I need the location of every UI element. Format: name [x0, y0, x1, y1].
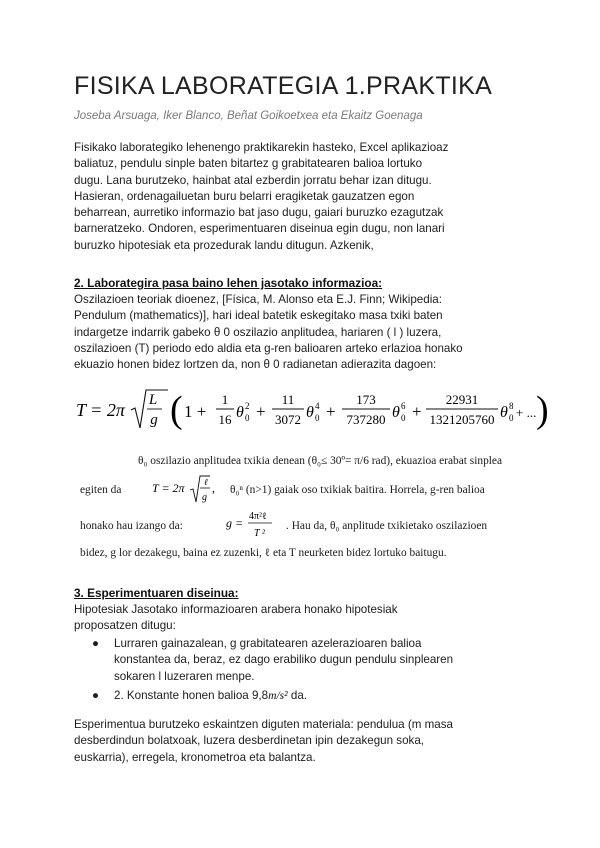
close-paren: ) [536, 389, 549, 431]
text-line: Oszilazioen teoriak dioenez, [Física, M. Alonso eta E.J. Finn; Wikipedia: [74, 293, 442, 306]
section-2-paragraph [74, 292, 534, 373]
bullet-icon: ● [92, 688, 100, 702]
plus-sign: + [412, 402, 422, 421]
text-line: Hipotesiak Jasotako informazioaren arabera honako hipotesiak [74, 603, 398, 616]
term-power: 8 [509, 401, 514, 411]
theta-symbol: θ [500, 404, 508, 421]
authors: Joseba Arsuaga, Iker Blanco, Beñat Goikoetxea eta Ekaitz Goenaga [74, 110, 423, 122]
period-formula-svg [76, 384, 536, 436]
formula-text: ℓ [204, 477, 208, 487]
term-denominator: 737280 [346, 412, 386, 427]
theta-symbol: θ [392, 404, 400, 421]
series-term [272, 392, 336, 427]
text-line: Hasieran, ordenagailuetan buru belarri eragiketak gauzatzen egon [74, 189, 415, 203]
page-title: FISIKA LABORATEGIA 1.PRAKTIKA [74, 72, 493, 100]
term-denominator: 1321205760 [429, 412, 495, 427]
text-line: Pendulum (mathematics)], hari ideal batetik eskegitako masa txiki baten [74, 309, 443, 323]
text-line: barneratzeko. Ondoren, esperimentuaren diseinua egin dugu, non lanari [74, 222, 445, 236]
plus-sign: + [326, 402, 336, 421]
g-formula [226, 509, 286, 541]
hypothesis-list [74, 636, 453, 704]
section-2-heading: 2. Laborategira pasa baino lehen jasotako informazioa: [74, 276, 383, 290]
scan-text: egiten da [80, 484, 122, 496]
text-line: sokaren l luzeraren menpe. [114, 669, 255, 683]
text-line: konstantea da, beraz, ez dago erabiliko dugun pendulu sinplearen [114, 653, 454, 667]
text-line: proposatzen ditugu: [74, 619, 176, 633]
term-numerator: 22931 [445, 392, 479, 407]
formula-text: 4π²ℓ [249, 511, 267, 522]
scan-text: . Hau da, θ₀ anplitude txikietako oszilazioen [286, 520, 488, 532]
text-line: euskarria), erregela, kronometroa eta balantza. [74, 750, 316, 764]
theta-symbol: θ [236, 404, 244, 421]
materials-paragraph [74, 717, 534, 766]
bullet-tail: da. [287, 688, 308, 702]
open-paren: ( [170, 389, 183, 431]
theta-symbol: θ [306, 404, 314, 421]
close-paren-svg [536, 384, 550, 436]
formula-text: g = [226, 516, 244, 530]
term-denominator: 16 [218, 412, 232, 427]
series-term [342, 392, 422, 427]
term-denominator: 3072 [275, 412, 301, 427]
scan-line: bidez, g lor dezakegu, baina ez zuzenki, ℓ eta T neurketen bidez lortuko baitugu. [80, 547, 447, 559]
simple-period-formula [152, 474, 222, 504]
scan-line: θ₀ oszilazio anplitudea txikia denean (θ₀≤ 30º= π/6 rad), ekuazioa erabat sinplea [138, 455, 503, 467]
formula-tail: + ... [516, 405, 536, 420]
unit: m/s² [268, 688, 288, 702]
formula-one: 1 + [184, 402, 207, 421]
formula-text: T ² [254, 528, 265, 539]
formula-text: , [212, 481, 215, 495]
bullet-text: 2. Konstante honen balioa 9,8 [114, 688, 269, 702]
root-denominator: g [150, 412, 158, 428]
term-power: 2 [245, 401, 250, 411]
theta-subscript: 0 [245, 413, 250, 423]
text-line: desberdindun bolatxoak, luzera desberdinetan ipin dezakegun soka, [74, 734, 424, 748]
text-line [114, 688, 453, 704]
text-line: oszilazioen (T) periodo edo aldia eta g-ren balioaren arteko erlazioa honako [74, 341, 463, 355]
bullet-icon: ● [92, 637, 100, 650]
text-line: Fisikako laborategiko lehenengo praktikarekin hasteko, Excel aplikazioaz [74, 141, 449, 154]
text-line: beharrean, aurretiko informazio bat jaso dugu, gaiari buruzko ezagutzak [74, 206, 444, 220]
plus-sign: + [256, 402, 266, 421]
list-item [74, 688, 453, 704]
formula-lhs: T = 2π [76, 400, 125, 420]
term-power: 4 [315, 401, 320, 411]
term-power: 6 [401, 401, 406, 411]
series-term [216, 392, 266, 427]
formula-text: T = 2π [152, 481, 185, 495]
theta-subscript: 0 [315, 413, 320, 423]
root-numerator: L [148, 392, 158, 408]
text-line: ekuazio honen bidez lortzen da, non θ 0 radianetan adierazita dagoen: [74, 358, 437, 372]
theta-subscript: 0 [509, 413, 514, 423]
text-line: indargetze indarrik gabeko θ 0 oszilazio anplitudea, hariaren ( l ) luzera, [74, 325, 442, 339]
scan-line-2 [80, 477, 485, 503]
scan-text: θ₀ⁿ (n>1) gaiak oso txikiak baitira. Horrela, g-ren balioa [230, 484, 485, 496]
term-numerator: 11 [281, 392, 295, 407]
intro-paragraph [74, 140, 534, 254]
term-numerator: 1 [221, 392, 229, 407]
formula-text: g [202, 492, 207, 503]
scan-line-3 [80, 511, 488, 539]
scan-text: honako hau izango da: [80, 520, 183, 532]
term-numerator: 173 [356, 392, 376, 407]
series-term [426, 392, 514, 427]
text-line: baliatuz, pendulu sinple baten bitartez g grabitatearen balioa lortuko [74, 157, 423, 171]
text-line: buruzko hipotesiak eta prozedurak landu ditugun. Azkenik, [74, 238, 374, 252]
section-3-paragraph [74, 602, 534, 635]
text-line: Esperimentua burutzeko eskaintzen diguten materiala: pendulua (m masa [74, 718, 453, 731]
theta-subscript: 0 [401, 413, 406, 423]
section-3-heading: 3. Esperimentuaren diseinua: [74, 586, 239, 600]
text-line: Lurraren gainazalean, g grabitatearen azelerazioaren balioa [114, 637, 422, 650]
list-item [74, 636, 453, 685]
period-formula [76, 384, 549, 436]
text-line: dugu. Lana burutzeko, hainbat atal ezberdin jorratu behar izan ditugu. [74, 173, 432, 187]
